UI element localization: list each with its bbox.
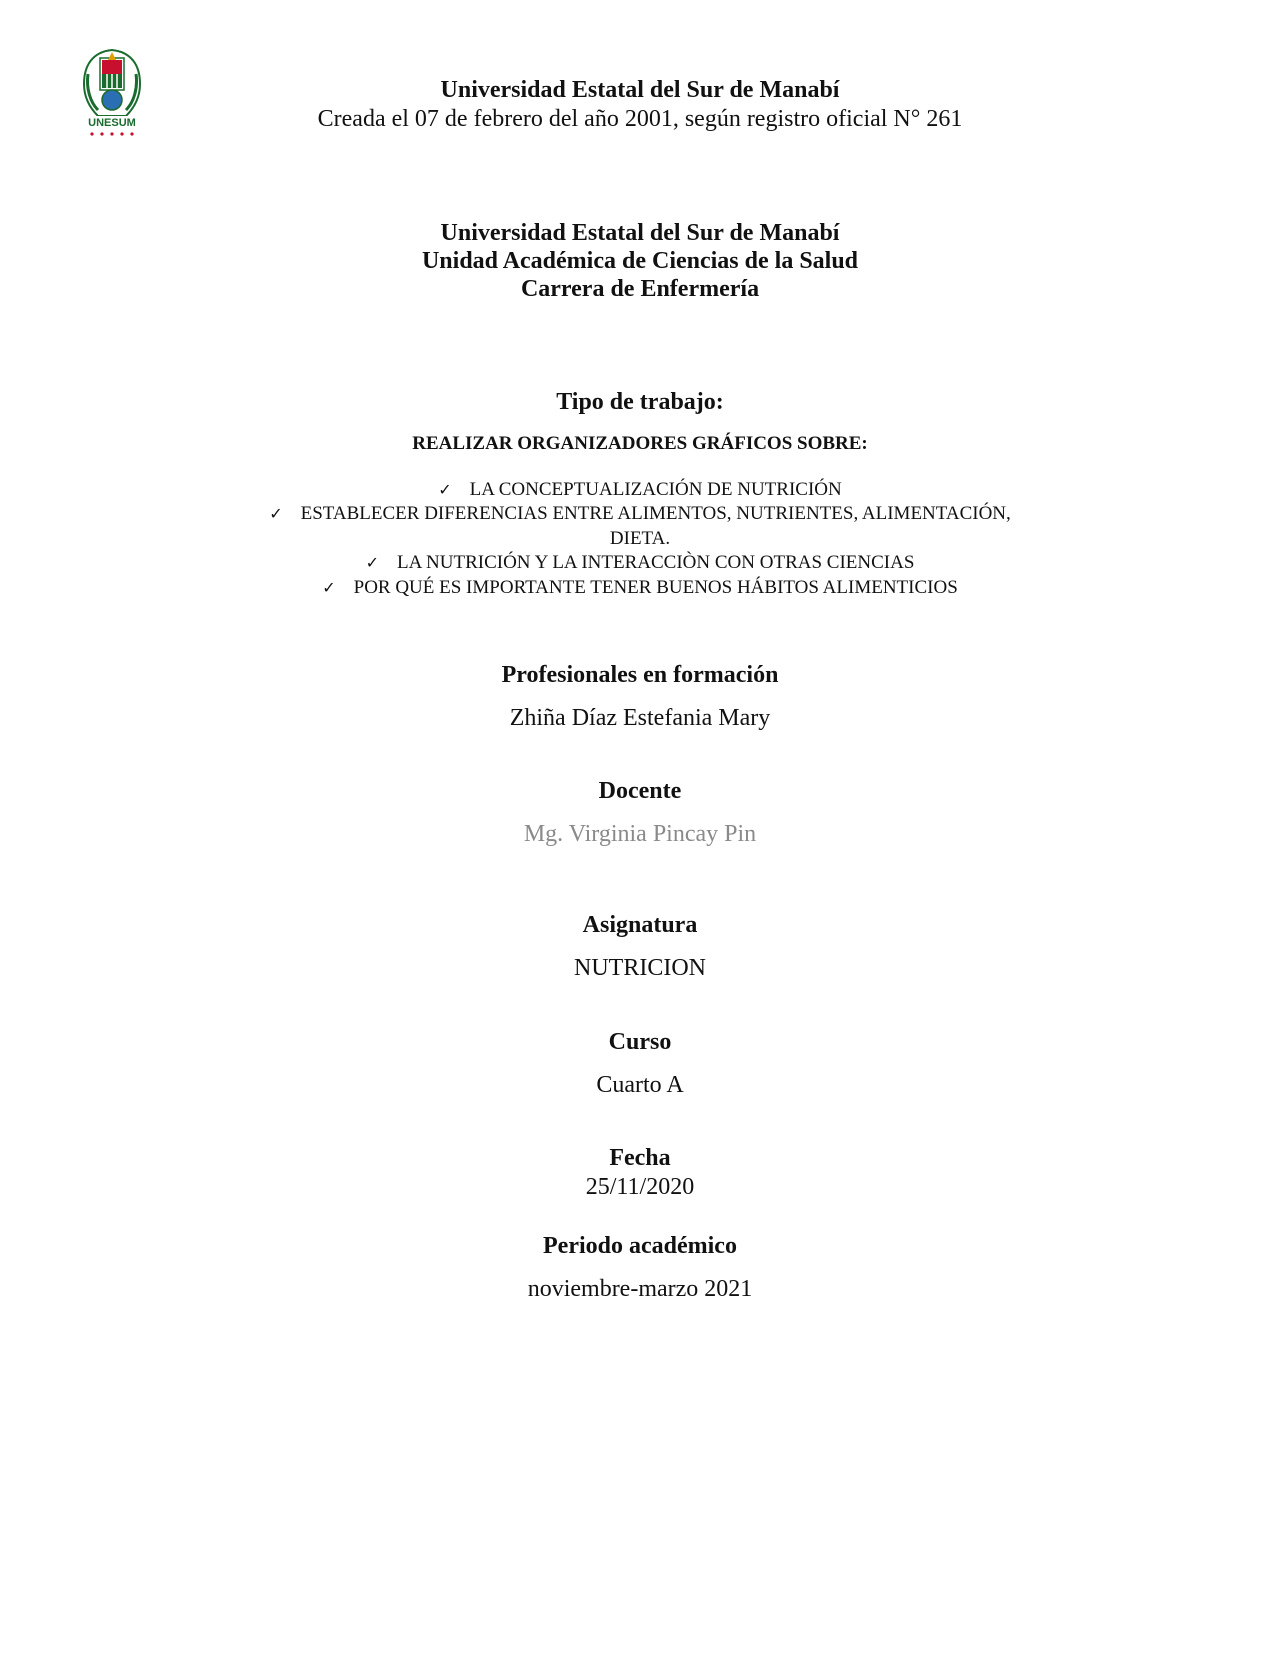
course-label: Curso [608,1029,672,1055]
teacher-value: Mg. Virginia Pincay Pin [523,821,757,847]
work-item-continuation: DIETA. [609,528,671,549]
students-value: Zhiña Díaz Estefania Mary [509,705,771,731]
period-value: noviembre-marzo 2021 [527,1276,753,1302]
header-university: Universidad Estatal del Sur de Manabí [440,77,840,103]
check-mark-icon: ✓ [322,578,336,597]
work-item-text: POR QUÉ ES IMPORTANTE TENER BUENOS HÁBITOS ALIMENTICIOS [353,577,958,598]
institution-career: Carrera de Enfermería [520,276,760,302]
seal-lettering: UNESUM [88,117,136,129]
institution-unit: Unidad Académica de Ciencias de la Salud [421,248,859,274]
institution-university: Universidad Estatal del Sur de Manabí [440,220,840,246]
work-item-text: LA NUTRICIÓN Y LA INTERACCIÒN CON OTRAS CIENCIAS [397,552,915,573]
check-mark-icon: ✓ [365,553,379,572]
work-item [0,480,1280,499]
work-item-text: LA CONCEPTUALIZACIÓN DE NUTRICIÓN [469,479,842,500]
course-value: Cuarto A [596,1072,684,1098]
work-item [0,504,1280,523]
date-value: 25/11/2020 [585,1174,695,1200]
students-label: Profesionales en formación [501,662,779,688]
work-type-label: Tipo de trabajo: [556,389,724,415]
teacher-label: Docente [598,778,682,804]
period-label: Periodo académico [543,1233,737,1259]
subject-label: Asignatura [582,912,698,938]
work-item [0,578,1280,597]
subject-value: NUTRICION [574,955,706,981]
work-item [0,553,1280,572]
check-mark-icon: ✓ [438,480,452,499]
header-founded-note: Creada el 07 de febrero del año 2001, según registro oficial N° 261 [317,106,963,132]
work-type-title: REALIZAR ORGANIZADORES GRÁFICOS SOBRE: [412,433,868,454]
date-label: Fecha [609,1145,671,1171]
work-item-text: ESTABLECER DIFERENCIAS ENTRE ALIMENTOS, NUTRIENTES, ALIMENTACIÓN, [300,503,1011,524]
check-mark-icon: ✓ [269,504,283,523]
